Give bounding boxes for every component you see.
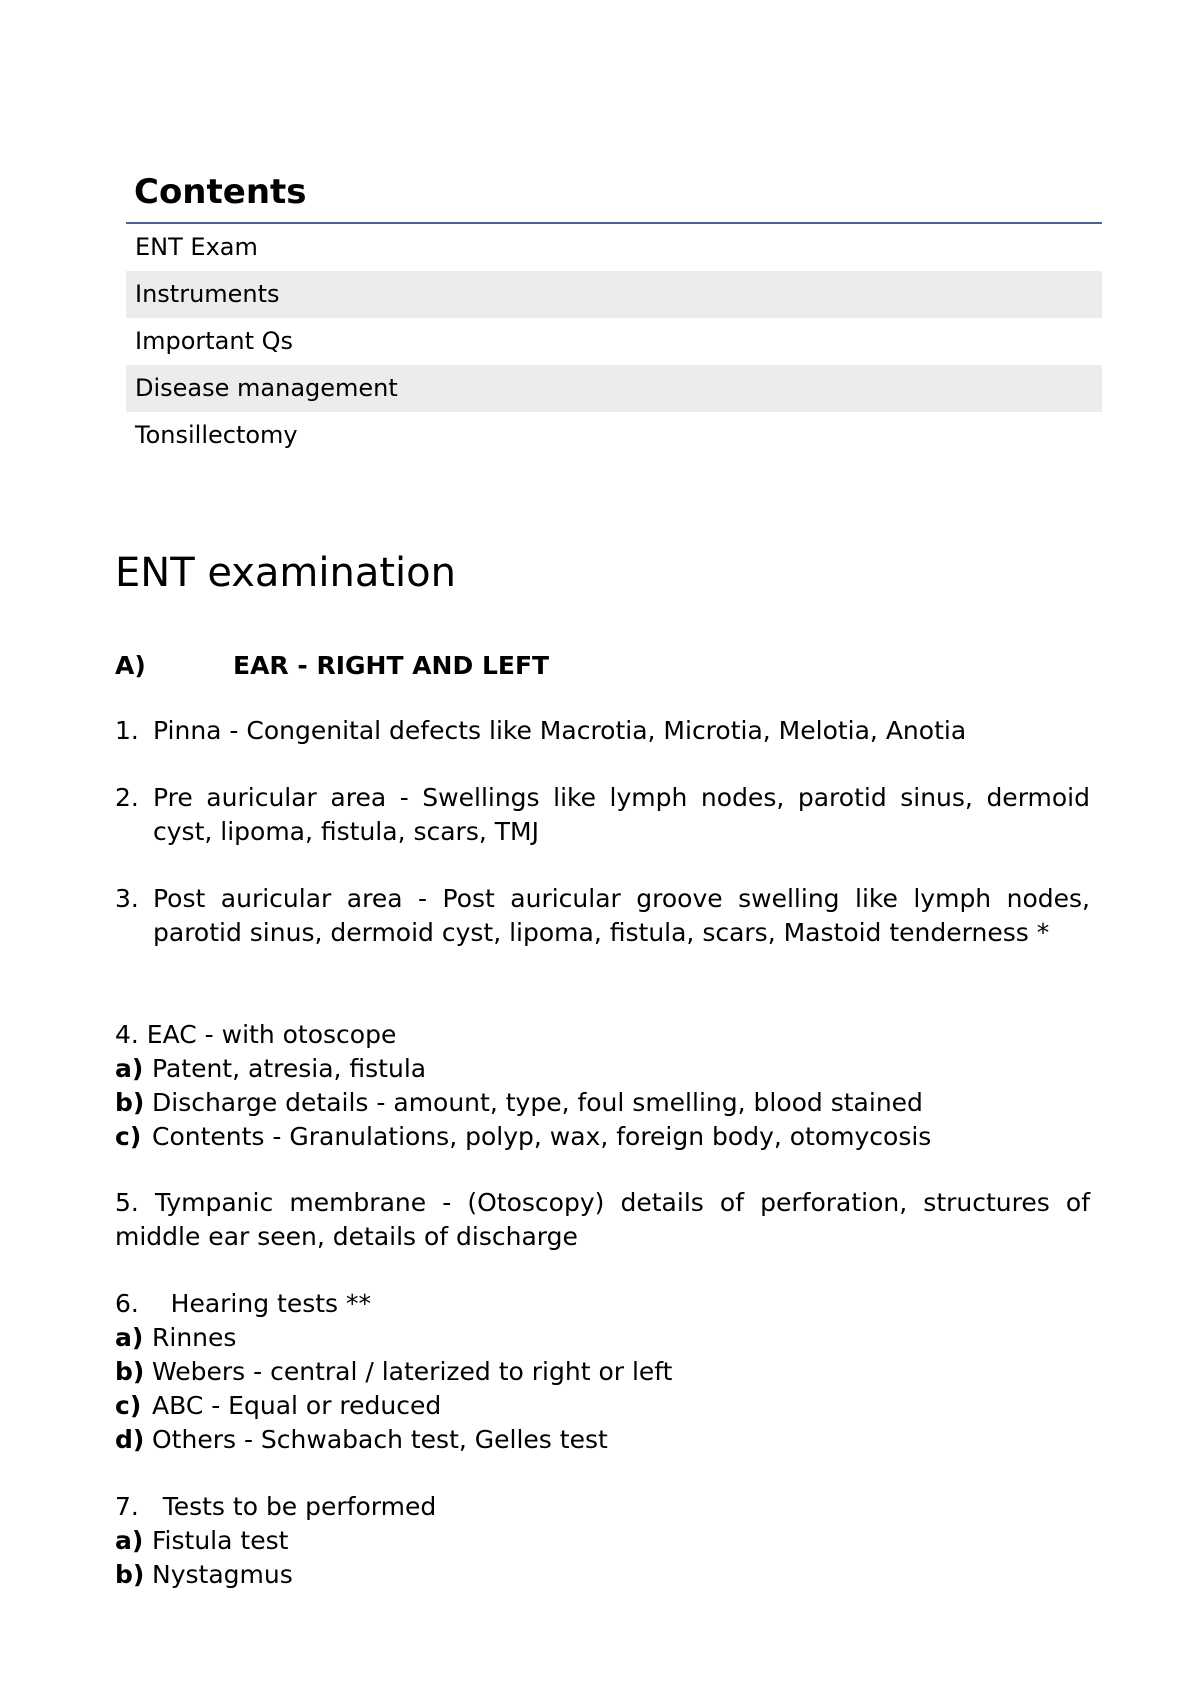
sub-item-letter: b): [115, 1088, 145, 1117]
item-heading: 7. Tests to be performed: [115, 1492, 437, 1521]
sub-item: [115, 1086, 1090, 1120]
item-text: Post auricular area - Post auricular groove swelling like lymph nodes, parotid sinus, dermoid cyst, lipoma, fistula, scars, Mastoid tenderness *: [153, 884, 1090, 947]
sub-item: [115, 1524, 1090, 1558]
sub-item-text: Contents - Granulations, polyp, wax, foreign body, otomycosis: [152, 1122, 932, 1151]
sub-item: [115, 1423, 1090, 1457]
sub-item: [115, 1120, 1090, 1154]
table-of-contents: [126, 172, 1102, 459]
section-label: EAR - RIGHT AND LEFT: [233, 651, 550, 680]
item-text: Pinna - Congenital defects like Macrotia, Microtia, Melotia, Anotia: [153, 716, 967, 745]
list-item-post-auricular: [115, 882, 1090, 950]
sub-item-letter: c): [115, 1122, 142, 1151]
toc-heading: Contents: [134, 172, 307, 212]
section-heading: [115, 648, 549, 684]
item-heading: 4. EAC - with otoscope: [115, 1020, 397, 1049]
sub-item-text: Others - Schwabach test, Gelles test: [152, 1425, 608, 1454]
list-item-pinna: [115, 714, 1090, 748]
sub-item-letter: b): [115, 1560, 145, 1589]
sub-item: [115, 1355, 1090, 1389]
toc-list: [126, 224, 1102, 459]
list-item-eac: [115, 1018, 1090, 1154]
item-number: 3.: [115, 884, 139, 913]
sub-item-text: Fistula test: [152, 1526, 289, 1555]
item-text: Pre auricular area - Swellings like lymph nodes, parotid sinus, dermoid cyst, lipoma, fistula, scars, TMJ: [153, 783, 1090, 846]
sub-item-text: Rinnes: [152, 1323, 237, 1352]
section-letter: A): [115, 651, 146, 680]
sub-item-text: ABC - Equal or reduced: [152, 1391, 442, 1420]
toc-item-tonsillectomy[interactable]: Tonsillectomy: [135, 421, 298, 449]
item-number: 2.: [115, 783, 139, 812]
sub-item-text: Nystagmus: [152, 1560, 293, 1589]
toc-item-disease-management[interactable]: Disease management: [126, 365, 1102, 412]
sub-item-text: Webers - central / laterized to right or left: [152, 1357, 673, 1386]
sub-item: [115, 1321, 1090, 1355]
list-item-tests-performed: [115, 1490, 1090, 1592]
sub-item-letter: a): [115, 1526, 144, 1555]
toc-item-important-qs[interactable]: Important Qs: [135, 327, 294, 355]
sub-item-letter: a): [115, 1054, 144, 1083]
item-number: 1.: [115, 716, 139, 745]
sub-item-letter: c): [115, 1391, 142, 1420]
sub-item-text: Discharge details - amount, type, foul smelling, blood stained: [152, 1088, 923, 1117]
document-title: ENT examination: [115, 550, 456, 596]
sub-item-letter: a): [115, 1323, 144, 1352]
toc-item-instruments[interactable]: Instruments: [126, 271, 1102, 318]
toc-item-ent-exam[interactable]: ENT Exam: [135, 233, 258, 261]
list-item-pre-auricular: [115, 781, 1090, 849]
sub-item-text: Patent, atresia, fistula: [152, 1054, 427, 1083]
sub-item: [115, 1052, 1090, 1086]
item-heading: 6. Hearing tests **: [115, 1289, 372, 1318]
sub-item-letter: d): [115, 1425, 145, 1454]
sub-item: [115, 1389, 1090, 1423]
list-item-hearing-tests: [115, 1287, 1090, 1457]
list-item-tympanic-membrane: 5. Tympanic membrane - (Otoscopy) details of perforation, structures of middle ear seen, details of discharge: [115, 1188, 1090, 1251]
sub-item-letter: b): [115, 1357, 145, 1386]
sub-item: [115, 1558, 1090, 1592]
